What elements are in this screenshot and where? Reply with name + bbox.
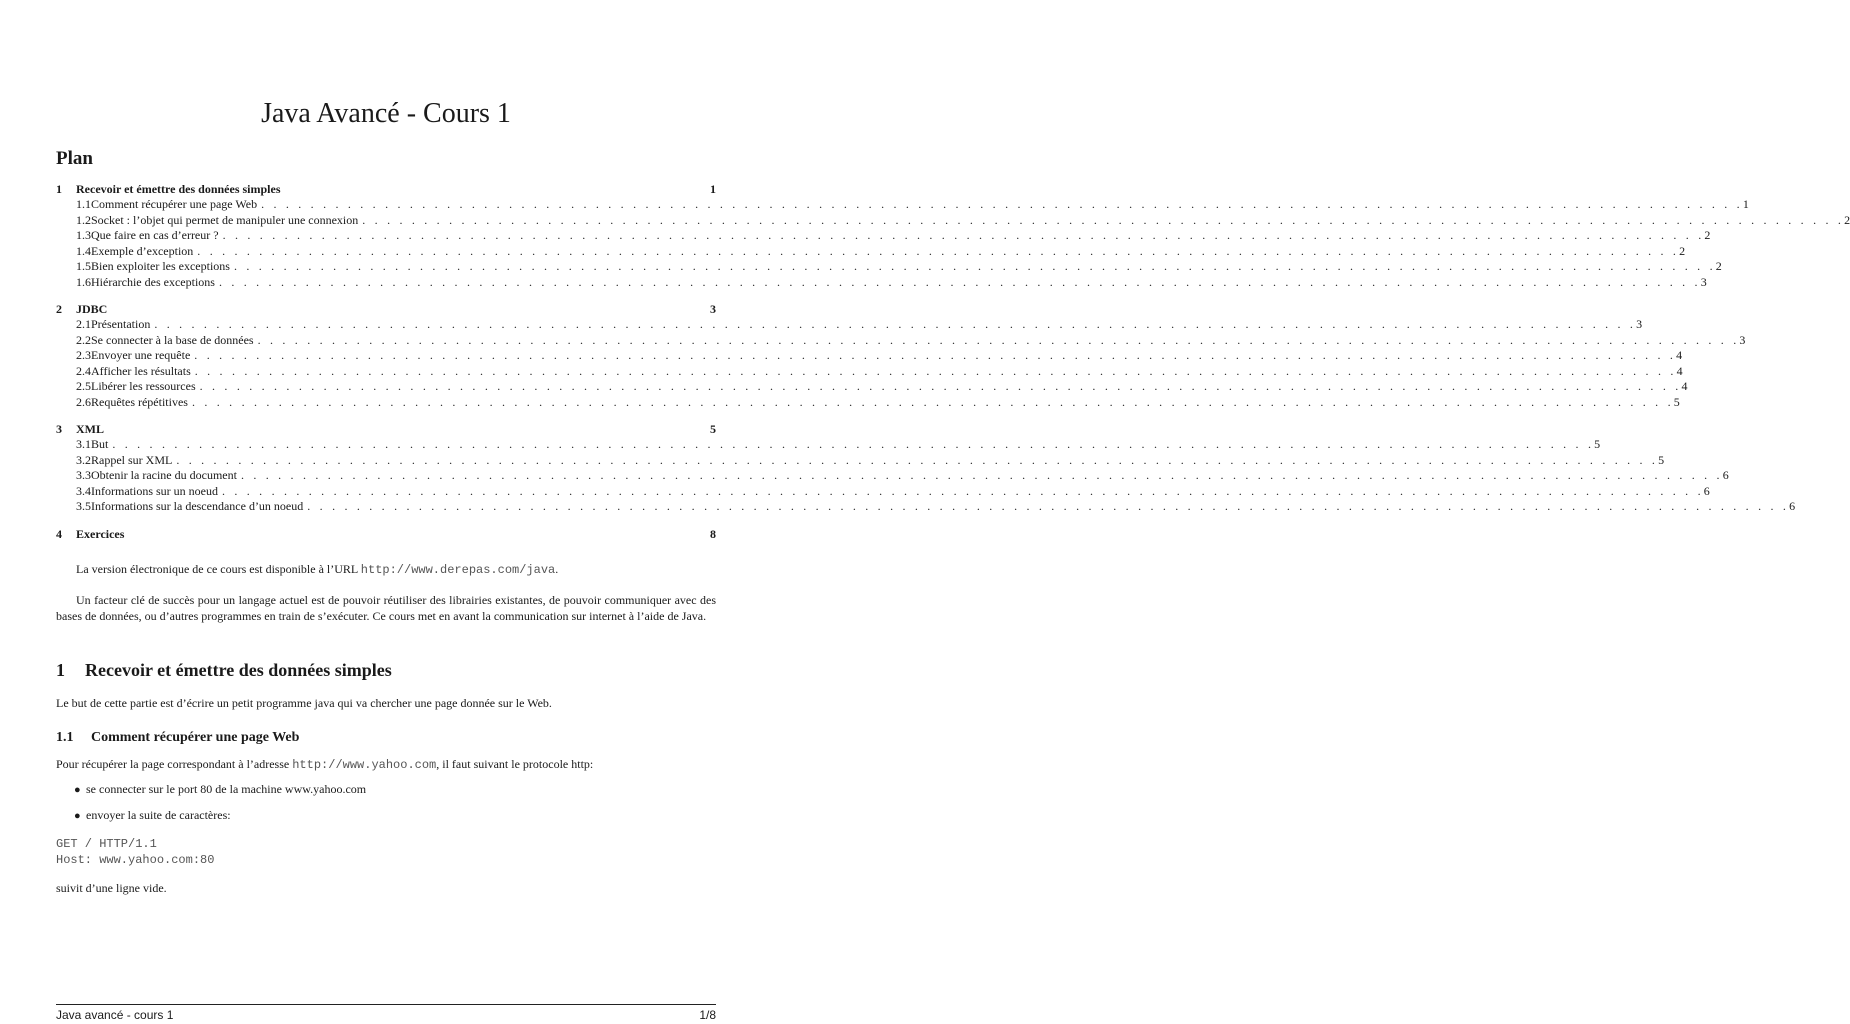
toc-leader-dots: . . . . . . . . . . . . . . . . . . . . . . . . . . . . . . . . . . . . . . . . . . . . . . . . . . . . . . . . . . . . . . . . . . . . . . . . . . . . . . . . . . . . . . . . . . . . . . . . . . . . . . . . . . . . . . . . . . . . . . . .	[240, 468, 1723, 482]
toc-leader-dots: . . . . . . . . . . . . . . . . . . . . . . . . . . . . . . . . . . . . . . . . . . . . . . . . . . . . . . . . . . . . . . . . . . . . . . . . . . . . . . . . . . . . . . . . . . . . . . . . . . . . . . . . . . . . . . . . . . . . . . . .	[362, 212, 1845, 227]
toc-subsection-title: Hiérarchie des exceptions	[91, 274, 215, 289]
toc-section-number: 4	[56, 526, 62, 541]
toc-subsection-title: Informations sur la descendance d’un noeud	[91, 499, 304, 513]
footer-title: Java avancé - cours 1	[56, 1008, 174, 1022]
section-1-1-text-before: Pour récupérer la page correspondant à l’adresse	[56, 757, 293, 771]
toc-leader-dots: . . . . . . . . . . . . . . . . . . . . . . . . . . . . . . . . . . . . . . . . . . . . . . . . . . . . . . . . . . . . . . . . . . . . . . . . . . . . . . . . . . . . . . . . . . . . . . . . . . . . . . . . . . . . . . . . . . . . . . . .	[154, 317, 1637, 331]
toc-subsection-title: Afficher les résultats	[91, 363, 191, 378]
toc-leader-dots: . . . . . . . . . . . . . . . . . . . . . . . . . . . . . . . . . . . . . . . . . . . . . . . . . . . . . . . . . . . . . . . . . . . . . . . . . . . . . . . . . . . . . . . . . . . . . . . . . . . . . . . . . . . . . . . . . . . . . . . .	[194, 348, 1677, 362]
section-1-heading	[56, 660, 392, 681]
toc-leader-dots: . . . . . . . . . . . . . . . . . . . . . . . . . . . . . . . . . . . . . . . . . . . . . . . . . . . . . . . . . . . . . . . . . . . . . . . . . . . . . . . . . . . . . . . . . . . . . . . . . . . . . . . . . . . . . . . . . . . . . . . .	[218, 274, 1701, 289]
toc-subsection-page: 5	[1658, 452, 1665, 467]
bullet-item	[74, 781, 366, 798]
plan-heading: Plan	[56, 148, 93, 169]
toc-subsection-entry[interactable]	[56, 437, 1601, 453]
toc-section-entry[interactable]	[56, 181, 716, 197]
toc-subsection-page: 2	[1715, 259, 1722, 273]
toc-subsection-entry[interactable]	[56, 243, 1686, 260]
toc-section-title: XML	[76, 422, 104, 436]
toc-subsection-entry[interactable]	[56, 348, 1683, 364]
footer-rule	[56, 1004, 716, 1005]
toc-leader-dots: . . . . . . . . . . . . . . . . . . . . . . . . . . . . . . . . . . . . . . . . . . . . . . . . . . . . . . . . . . . . . . . . . . . . . . . . . . . . . . . . . . . . . . . . . . . . . . . . . . . . . . . . . . . . . . . . . . . . . . . .	[257, 332, 1740, 347]
bullet-icon: ●	[74, 810, 81, 822]
toc-section-number: 1	[56, 182, 62, 196]
code-line: Host: www.yahoo.com:80	[56, 853, 215, 867]
section-1-1-number: 1.1	[56, 730, 74, 745]
table-of-contents	[56, 181, 1850, 542]
toc-subsection-title: Envoyer une requête	[91, 348, 191, 362]
toc-subsection-page: 2	[1704, 228, 1711, 242]
toc-spacer	[56, 290, 716, 301]
section-1-title: Recevoir et émettre des données simples	[85, 660, 392, 680]
code-line: GET / HTTP/1.1	[56, 837, 157, 851]
toc-subsection-number: 2.3	[76, 348, 91, 362]
toc-section-number: 3	[56, 422, 62, 436]
toc-section-page: 8	[710, 526, 716, 541]
toc-subsection-number: 2.6	[76, 394, 91, 409]
toc-subsection-title: Informations sur un noeud	[91, 483, 218, 498]
toc-subsection-page: 3	[1739, 332, 1746, 347]
toc-leader-dots: . . . . . . . . . . . . . . . . . . . . . . . . . . . . . . . . . . . . . . . . . . . . . . . . . . . . . . . . . . . . . . . . . . . . . . . . . . . . . . . . . . . . . . . . . . . . . . . . . . . . . . . . . . . . . . . . . . . . . . . .	[222, 228, 1705, 242]
bullet-item	[74, 807, 231, 824]
intro-text: La version électronique de ce cours est disponible à l’URL	[76, 562, 361, 576]
toc-subsection-number: 2.2	[76, 332, 91, 347]
toc-subsection-page: 6	[1789, 499, 1796, 513]
section-1-1-text	[56, 756, 716, 773]
toc-subsection-title: But	[91, 437, 109, 451]
toc-leader-dots: . . . . . . . . . . . . . . . . . . . . . . . . . . . . . . . . . . . . . . . . . . . . . . . . . . . . . . . . . . . . . . . . . . . . . . . . . . . . . . . . . . . . . . . . . . . . . . . . . . . . . . . . . . . . . . . . . . . . . . . .	[233, 259, 1716, 273]
toc-subsection-page: 4	[1676, 348, 1683, 362]
toc-subsection-entry[interactable]	[56, 274, 1707, 291]
toc-subsection-entry[interactable]	[56, 259, 1722, 275]
toc-subsection-number: 1.3	[76, 228, 91, 242]
toc-subsection-page: 6	[1703, 483, 1710, 498]
toc-leader-dots: . . . . . . . . . . . . . . . . . . . . . . . . . . . . . . . . . . . . . . . . . . . . . . . . . . . . . . . . . . . . . . . . . . . . . . . . . . . . . . . . . . . . . . . . . . . . . . . . . . . . . . . . . . . . . . . . . . . . . . . .	[112, 437, 1595, 451]
toc-section-title: Recevoir et émettre des données simples	[76, 182, 281, 196]
toc-leader-dots: . . . . . . . . . . . . . . . . . . . . . . . . . . . . . . . . . . . . . . . . . . . . . . . . . . . . . . . . . . . . . . . . . . . . . . . . . . . . . . . . . . . . . . . . . . . . . . . . . . . . . . . . . . . . . . . . . . . . . . . .	[307, 499, 1790, 513]
toc-section-page: 5	[710, 422, 716, 436]
bullet-text: envoyer la suite de caractères:	[86, 808, 231, 822]
section-1-1-heading	[56, 730, 299, 746]
section-1-number: 1	[56, 660, 65, 680]
toc-subsection-title: Que faire en cas d’erreur ?	[91, 228, 219, 242]
toc-subsection-number: 2.1	[76, 317, 91, 331]
toc-subsection-number: 3.4	[76, 483, 91, 498]
toc-subsection-title: Libérer les ressources	[91, 379, 196, 393]
toc-subsection-number: 1.1	[76, 197, 91, 211]
toc-section	[56, 301, 1746, 410]
toc-subsection-title: Exemple d’exception	[91, 243, 194, 258]
toc-subsection-page: 5	[1673, 394, 1680, 409]
toc-subsection-number: 1.2	[76, 212, 91, 227]
toc-subsection-number: 3.3	[76, 468, 91, 482]
toc-section-number: 2	[56, 302, 62, 316]
after-code-text: suivit d’une ligne vide.	[56, 881, 167, 895]
toc-section-entry[interactable]	[56, 301, 716, 317]
toc-leader-dots: . . . . . . . . . . . . . . . . . . . . . . . . . . . . . . . . . . . . . . . . . . . . . . . . . . . . . . . . . . . . . . . . . . . . . . . . . . . . . . . . . . . . . . . . . . . . . . . . . . . . . . . . . . . . . . . . . . . . . . . .	[221, 483, 1704, 498]
toc-subsection-title: Requêtes répétitives	[91, 394, 188, 409]
toc-subsection-entry[interactable]	[56, 499, 1796, 515]
toc-section-entry[interactable]	[56, 526, 716, 542]
toc-subsection-title: Socket : l’objet qui permet de manipuler une connexion	[91, 212, 359, 227]
toc-subsection-number: 1.6	[76, 274, 91, 289]
toc-section-page: 3	[710, 302, 716, 316]
toc-subsection-number: 3.2	[76, 452, 91, 467]
toc-subsection-title: Se connecter à la base de données	[91, 332, 254, 347]
toc-section-page: 1	[710, 182, 716, 196]
toc-subsection-entry[interactable]	[56, 379, 1688, 395]
toc-subsection-page: 6	[1722, 468, 1729, 482]
toc-spacer	[56, 410, 716, 421]
toc-subsection-page: 4	[1681, 379, 1688, 393]
yahoo-url-link[interactable]: http://www.yahoo.com	[292, 758, 437, 772]
intro-paragraph: Un facteur clé de succès pour un langage actuel est de pouvoir réutiliser des librairies existantes, de pouvoir communiquer avec des bases de données, ou d’autres programmes en train de s’exécuter. Ce cours met en avant la communication sur internet à l’aide de Java.	[56, 593, 716, 623]
toc-subsection-entry[interactable]	[56, 332, 1746, 349]
toc-subsection-page: 3	[1700, 274, 1707, 289]
toc-subsection-number: 1.5	[76, 259, 91, 273]
section-1-text: Le but de cette partie est d’écrire un petit programme java qui va chercher une page donnée sur le Web.	[56, 696, 552, 710]
toc-leader-dots: . . . . . . . . . . . . . . . . . . . . . . . . . . . . . . . . . . . . . . . . . . . . . . . . . . . . . . . . . . . . . . . . . . . . . . . . . . . . . . . . . . . . . . . . . . . . . . . . . . . . . . . . . . . . . . . . . . . . . . . .	[194, 363, 1677, 378]
toc-subsection-number: 2.4	[76, 363, 91, 378]
toc-subsection-entry[interactable]	[56, 394, 1680, 411]
toc-leader-dots: . . . . . . . . . . . . . . . . . . . . . . . . . . . . . . . . . . . . . . . . . . . . . . . . . . . . . . . . . . . . . . . . . . . . . . . . . . . . . . . . . . . . . . . . . . . . . . . . . . . . . . . . . . . . . . . . . . . . . . . .	[191, 394, 1674, 409]
intro-punct: .	[555, 562, 559, 576]
toc-subsection-entry[interactable]	[56, 452, 1665, 469]
toc-leader-dots: . . . . . . . . . . . . . . . . . . . . . . . . . . . . . . . . . . . . . . . . . . . . . . . . . . . . . . . . . . . . . . . . . . . . . . . . . . . . . . . . . . . . . . . . . . . . . . . . . . . . . . . . . . . . . . . . . . . . . . . .	[199, 379, 1682, 393]
toc-subsection-page: 3	[1636, 317, 1643, 331]
toc-section-title: Exercices	[76, 526, 125, 541]
toc-section	[56, 181, 1850, 290]
section-1-1-title: Comment récupérer une page Web	[91, 730, 300, 745]
toc-section	[56, 421, 1796, 515]
toc-section-entry[interactable]	[56, 421, 716, 437]
toc-subsection-entry[interactable]	[56, 228, 1711, 244]
toc-section	[56, 526, 716, 542]
toc-subsection-entry[interactable]	[56, 468, 1729, 484]
toc-subsection-number: 3.5	[76, 499, 91, 513]
toc-subsection-number: 2.5	[76, 379, 91, 393]
section-1-1-text-after: , il faut suivant le protocole http:	[436, 757, 594, 771]
toc-leader-dots: . . . . . . . . . . . . . . . . . . . . . . . . . . . . . . . . . . . . . . . . . . . . . . . . . . . . . . . . . . . . . . . . . . . . . . . . . . . . . . . . . . . . . . . . . . . . . . . . . . . . . . . . . . . . . . . . . . . . . . . .	[176, 452, 1659, 467]
toc-subsection-entry[interactable]	[56, 317, 1643, 333]
footer-page-number: 1/8	[699, 1008, 716, 1022]
toc-section-title: JDBC	[76, 302, 108, 316]
toc-subsection-title: Bien exploiter les exceptions	[91, 259, 230, 273]
toc-subsection-entry[interactable]	[56, 483, 1710, 500]
toc-subsection-entry[interactable]	[56, 212, 1850, 229]
toc-subsection-page: 4	[1676, 363, 1683, 378]
code-block	[56, 836, 214, 868]
toc-leader-dots: . . . . . . . . . . . . . . . . . . . . . . . . . . . . . . . . . . . . . . . . . . . . . . . . . . . . . . . . . . . . . . . . . . . . . . . . . . . . . . . . . . . . . . . . . . . . . . . . . . . . . . . . . . . . . . . . . . . . . . . .	[197, 243, 1680, 258]
toc-subsection-title: Comment récupérer une page Web	[91, 197, 258, 211]
toc-subsection-title: Rappel sur XML	[91, 452, 173, 467]
bullet-icon: ●	[74, 784, 81, 796]
toc-subsection-number: 3.1	[76, 437, 91, 451]
toc-subsection-page: 1	[1742, 197, 1749, 211]
intro-url-paragraph	[56, 561, 716, 578]
toc-subsection-entry[interactable]	[56, 363, 1683, 380]
toc-subsection-title: Présentation	[91, 317, 151, 331]
toc-subsection-number: 1.4	[76, 243, 91, 258]
document-title: Java Avancé - Cours 1	[261, 98, 511, 129]
toc-subsection-page: 5	[1594, 437, 1601, 451]
toc-subsection-page: 2	[1679, 243, 1686, 258]
course-url-link[interactable]: http://www.derepas.com/java	[360, 563, 556, 577]
toc-subsection-entry[interactable]	[56, 197, 1749, 213]
bullet-text: se connecter sur le port 80 de la machine www.yahoo.com	[86, 782, 367, 796]
toc-spacer	[56, 515, 716, 526]
toc-subsection-title: Obtenir la racine du document	[91, 468, 237, 482]
toc-leader-dots: . . . . . . . . . . . . . . . . . . . . . . . . . . . . . . . . . . . . . . . . . . . . . . . . . . . . . . . . . . . . . . . . . . . . . . . . . . . . . . . . . . . . . . . . . . . . . . . . . . . . . . . . . . . . . . . . . . . . . . . .	[261, 197, 1743, 211]
toc-subsection-page: 2	[1844, 212, 1850, 227]
